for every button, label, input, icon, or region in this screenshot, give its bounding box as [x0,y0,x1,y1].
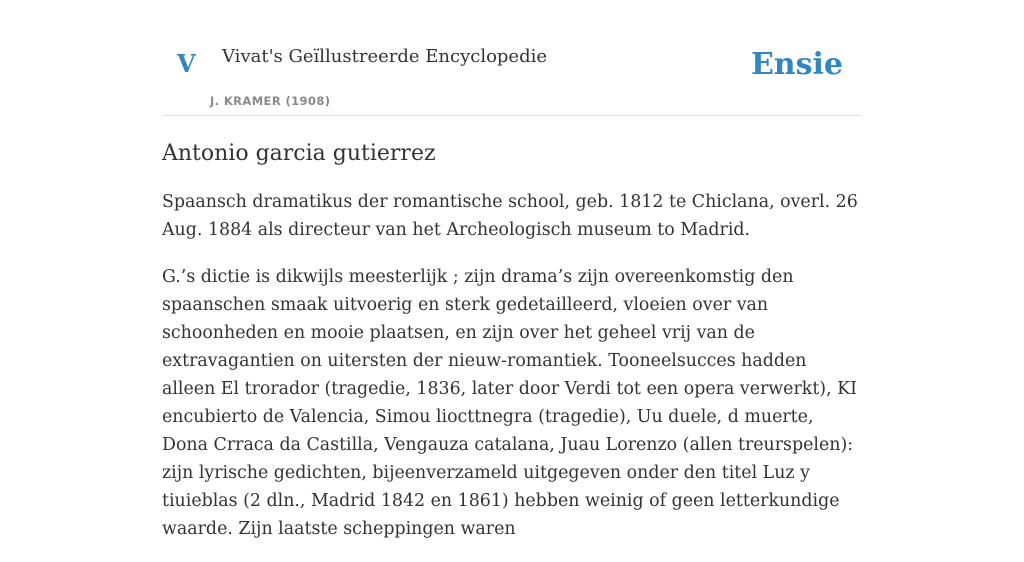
source-author: J. KRAMER (1908) [210,94,331,108]
entry-title: Antonio garcia gutierrez [162,141,436,166]
source-title[interactable]: Vivat's Geïllustreerde Encyclopedie [222,46,548,67]
entry-paragraph: Spaansch dramatikus der romantische school, geb. 1812 te Chiclana, overl. 26 Aug. 1884 als directeur van het Archeologisch museum to Madrid. [162,192,858,241]
source-header [162,0,862,116]
entry-paragraph: G.’s dictie is dikwijls meesterlijk ; zijn drama’s zijn overeenkomstig den spaanschen smaak uitvoerig en sterk gedetailleerd, vloeien over van schoonheden en mooie plaatsen, en zijn over het geheel vrij van de extravagantien on uitersten der nieuw-romantiek. Tooneelsucces hadden alleen El trorador (tragedie, 1836, later door Verdi tot een opera verwerkt), KI encubierto de Valencia, Simou liocttnegra (tragedie), Uu duele, d muerte, Dona Crraca da Castilla, Vengauza catalana, Juau Lorenzo (allen treurspelen): zijn lyrische gedichten, bijeenverzameld uitgegeven onder den titel Luz y tiuieblas (2 dln., Madrid 1842 en 1861) hebben weinig of geen letterkundige waarde. Zijn laatste scheppingen waren [162,267,858,540]
entry-body [162,188,862,543]
source-logo[interactable]: V [177,49,196,78]
ensie-logo-link[interactable]: Ensie [750,47,843,82]
page [162,0,862,562]
